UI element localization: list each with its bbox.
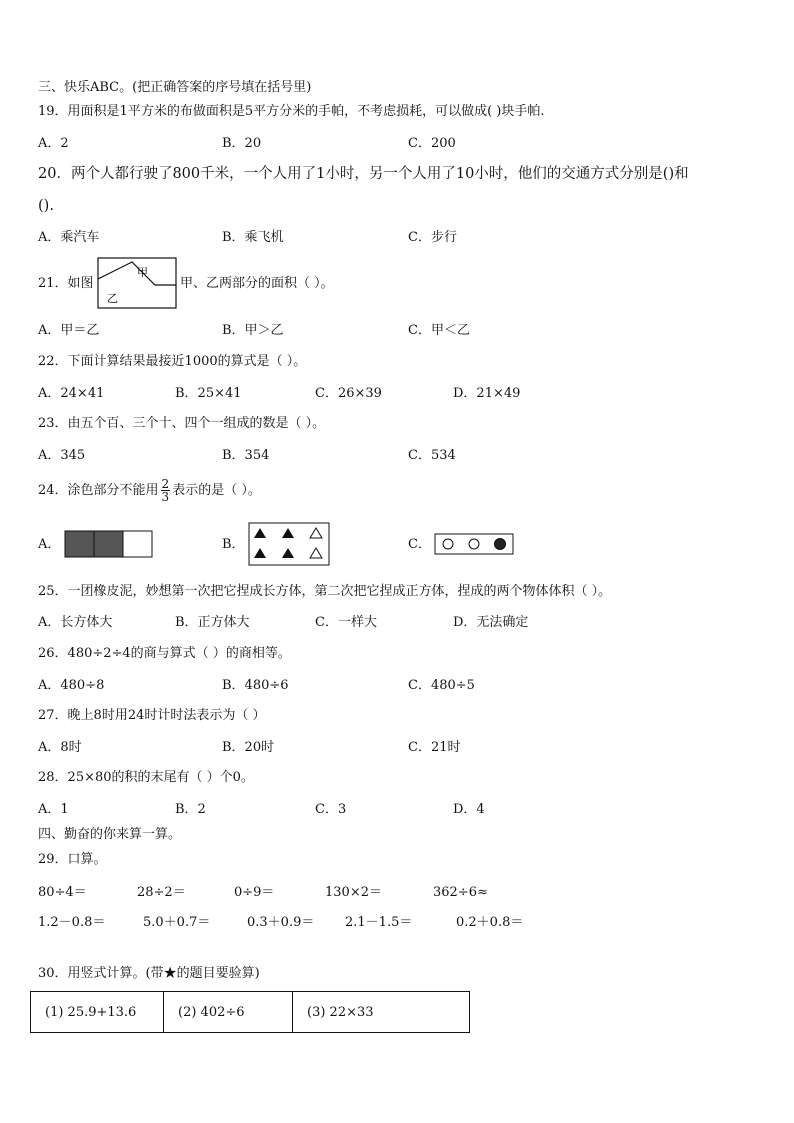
oral-calc-2-5: 0.2＋0.8＝	[456, 915, 524, 930]
question-29: 29．口算。	[38, 852, 107, 867]
q21-figure	[97, 257, 177, 309]
q24-option-a-label[interactable]: A．	[38, 537, 61, 552]
calc-cell-3[interactable]: (3) 22×33	[293, 992, 470, 1033]
q25-option-b[interactable]: B．正方体大	[175, 615, 250, 630]
q20-option-b[interactable]: B．乘飞机	[222, 230, 284, 245]
section-3-heading: 三、快乐ABC。(把正确答案的序号填在括号里)	[38, 80, 312, 95]
oral-calc-2-1: 1.2－0.8＝	[38, 915, 106, 930]
question-25: 25．一团橡皮泥，妙想第一次把它捏成长方体，第二次把它捏成正方体，捏成的两个物体体积（ ）。	[38, 584, 612, 599]
fraction-denominator: 3	[161, 490, 170, 504]
question-20-line2: ().	[38, 198, 54, 214]
q24-option-c-circles[interactable]	[434, 533, 514, 555]
section-4-heading: 四、勤奋的你来算一算。	[38, 827, 182, 842]
question-20-line1: 20．两个人都行驶了800千米，一个人用了1小时，另一个人用了10小时，他们的交通方式分别是()和	[38, 166, 689, 182]
oral-calc-1-2: 28÷2＝	[137, 885, 186, 900]
calc-cell-1[interactable]: (1) 25.9+13.6	[31, 992, 164, 1033]
q20-option-a[interactable]: A．乘汽车	[38, 230, 100, 245]
q26-option-a[interactable]: A．480÷8	[38, 678, 105, 693]
oral-calc-1-4: 130×2＝	[325, 885, 382, 900]
oral-calc-2-4: 2.1－1.5＝	[345, 915, 413, 930]
q19-option-b[interactable]: B．20	[222, 136, 262, 151]
question-23: 23．由五个百、三个十、四个一组成的数是（ ）。	[38, 416, 326, 431]
question-24	[38, 476, 261, 506]
question-26: 26．480÷2÷4的商与算式（ ）的商相等。	[38, 646, 291, 661]
q24-option-c-label[interactable]: C．	[408, 537, 431, 552]
filled-circle-icon	[495, 539, 506, 550]
q24-prefix: 24．涂色部分不能用	[38, 483, 159, 498]
q28-option-a[interactable]: A．1	[38, 802, 69, 817]
table-row	[31, 992, 470, 1033]
oral-calc-1-3: 0÷9＝	[234, 885, 275, 900]
q25-option-c[interactable]: C．一样大	[315, 615, 377, 630]
q26-option-b[interactable]: B．480÷6	[222, 678, 289, 693]
vertical-calc-table	[30, 991, 470, 1033]
q21-label-jia: 甲	[137, 266, 148, 279]
oral-calc-2-3: 0.3＋0.9＝	[247, 915, 315, 930]
q21-label-yi: 乙	[107, 292, 118, 305]
question-21-prefix: 21．如图	[38, 276, 94, 291]
question-28: 28．25×80的积的末尾有（ ）个0。	[38, 770, 254, 785]
shaded-part-1	[65, 531, 94, 557]
q24-option-a-bar[interactable]	[64, 530, 154, 558]
q21-option-b[interactable]: B．甲＞乙	[222, 323, 284, 338]
question-30: 30．用竖式计算。(带★的题目要验算)	[38, 966, 260, 981]
q19-option-a[interactable]: A．2	[38, 136, 69, 151]
q24-option-b-triangles[interactable]	[248, 522, 330, 566]
q22-option-a[interactable]: A．24×41	[38, 386, 105, 401]
fraction-numerator: 2	[161, 477, 170, 491]
q28-option-b[interactable]: B．2	[175, 802, 206, 817]
q24-suffix: 表示的是（ ）。	[172, 483, 261, 498]
calc-cell-2[interactable]: (2) 402÷6	[164, 992, 293, 1033]
q20-option-c[interactable]: C．步行	[408, 230, 457, 245]
question-21-suffix: 甲、乙两部分的面积（ ）。	[180, 276, 334, 291]
q22-option-b[interactable]: B．25×41	[175, 386, 242, 401]
q25-option-d[interactable]: D．无法确定	[453, 615, 529, 630]
q23-option-a[interactable]: A．345	[38, 448, 86, 463]
question-22: 22．下面计算结果最接近1000的算式是（ ）。	[38, 354, 307, 369]
q26-option-c[interactable]: C．480÷5	[408, 678, 475, 693]
q27-option-a[interactable]: A．8时	[38, 740, 82, 755]
q28-option-c[interactable]: C．3	[315, 802, 347, 817]
shaded-part-2	[94, 531, 123, 557]
q27-option-c[interactable]: C．21时	[408, 740, 461, 755]
q28-option-d[interactable]: D．4	[453, 802, 485, 817]
oral-calc-1-5: 362÷6≈	[433, 885, 488, 900]
q25-option-a[interactable]: A．长方体大	[38, 615, 113, 630]
q22-option-c[interactable]: C．26×39	[315, 386, 382, 401]
oral-calc-2-2: 5.0＋0.7＝	[143, 915, 211, 930]
q22-option-d[interactable]: D．21×49	[453, 386, 521, 401]
q23-option-b[interactable]: B．354	[222, 448, 270, 463]
unshaded-part	[123, 531, 152, 557]
q24-option-b-label[interactable]: B．	[222, 537, 245, 552]
q21-option-c[interactable]: C．甲＜乙	[408, 323, 470, 338]
q21-option-a[interactable]: A．甲＝乙	[38, 323, 100, 338]
q19-option-c[interactable]: C．200	[408, 136, 456, 151]
q27-option-b[interactable]: B．20时	[222, 740, 275, 755]
oral-calc-1-1: 80÷4＝	[38, 885, 87, 900]
question-27: 27．晚上8时用24时计时法表示为（ ）	[38, 708, 266, 723]
q23-option-c[interactable]: C．534	[408, 448, 456, 463]
fraction-two-thirds	[161, 478, 171, 503]
question-19: 19．用面积是1平方米的布做面积是5平方分米的手帕，不考虑损耗，可以做成( )块手帕.	[38, 104, 545, 119]
